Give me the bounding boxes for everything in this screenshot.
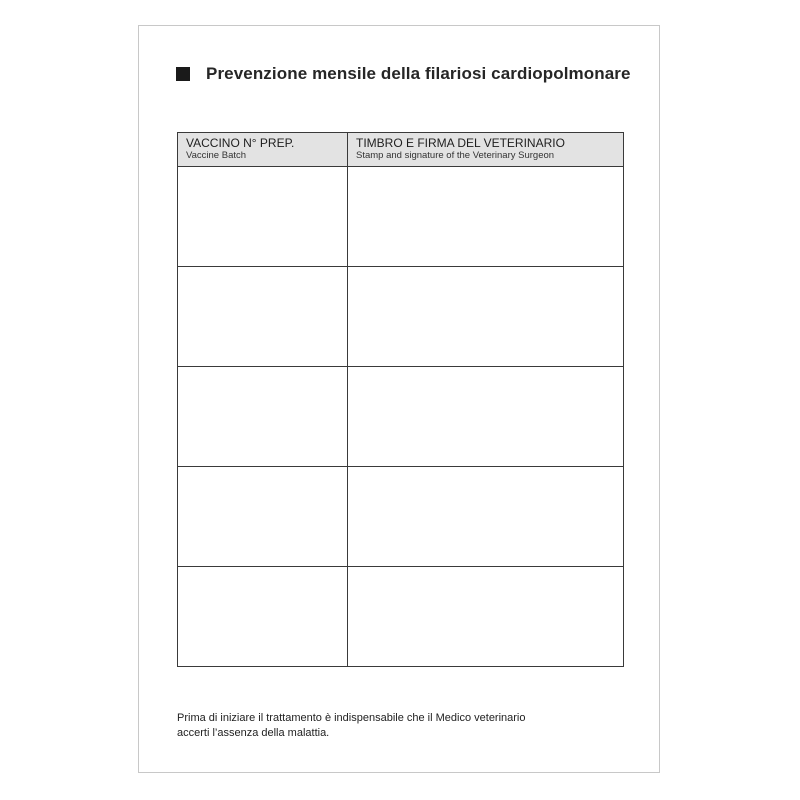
- vaccine-batch-cell[interactable]: [178, 367, 348, 467]
- column-subtitle: Vaccine Batch: [186, 150, 247, 161]
- column-header-vaccine-batch: [178, 133, 348, 167]
- vaccine-batch-cell[interactable]: [178, 167, 348, 267]
- footnote: [177, 711, 597, 741]
- stamp-signature-cell[interactable]: [348, 567, 624, 667]
- section-title: Prevenzione mensile della filariosi cardiopolmonare: [206, 64, 631, 83]
- table-row: [178, 167, 624, 267]
- stamp-signature-cell[interactable]: [348, 167, 624, 267]
- column-header-stamp-signature: [348, 133, 624, 167]
- table-row: [178, 267, 624, 367]
- stamp-signature-cell[interactable]: [348, 467, 624, 567]
- record-table: [177, 132, 624, 667]
- stamp-signature-cell[interactable]: [348, 267, 624, 367]
- vaccine-batch-cell[interactable]: [178, 467, 348, 567]
- square-bullet-icon: [176, 67, 190, 81]
- column-title: VACCINO N° PREP.: [186, 136, 295, 150]
- table-row: [178, 567, 624, 667]
- footnote-line: Prima di iniziare il trattamento è indispensabile che il Medico veterinario: [177, 712, 526, 724]
- section-heading: [176, 62, 631, 86]
- vaccine-batch-cell[interactable]: [178, 267, 348, 367]
- column-subtitle: Stamp and signature of the Veterinary Surgeon: [356, 150, 555, 161]
- table-row: [178, 467, 624, 567]
- footnote-line: accerti l’assenza della malattia.: [177, 727, 330, 739]
- stamp-signature-cell[interactable]: [348, 367, 624, 467]
- vaccine-batch-cell[interactable]: [178, 567, 348, 667]
- table-header-row: [178, 133, 624, 167]
- table-row: [178, 367, 624, 467]
- column-title: TIMBRO E FIRMA DEL VETERINARIO: [356, 136, 565, 150]
